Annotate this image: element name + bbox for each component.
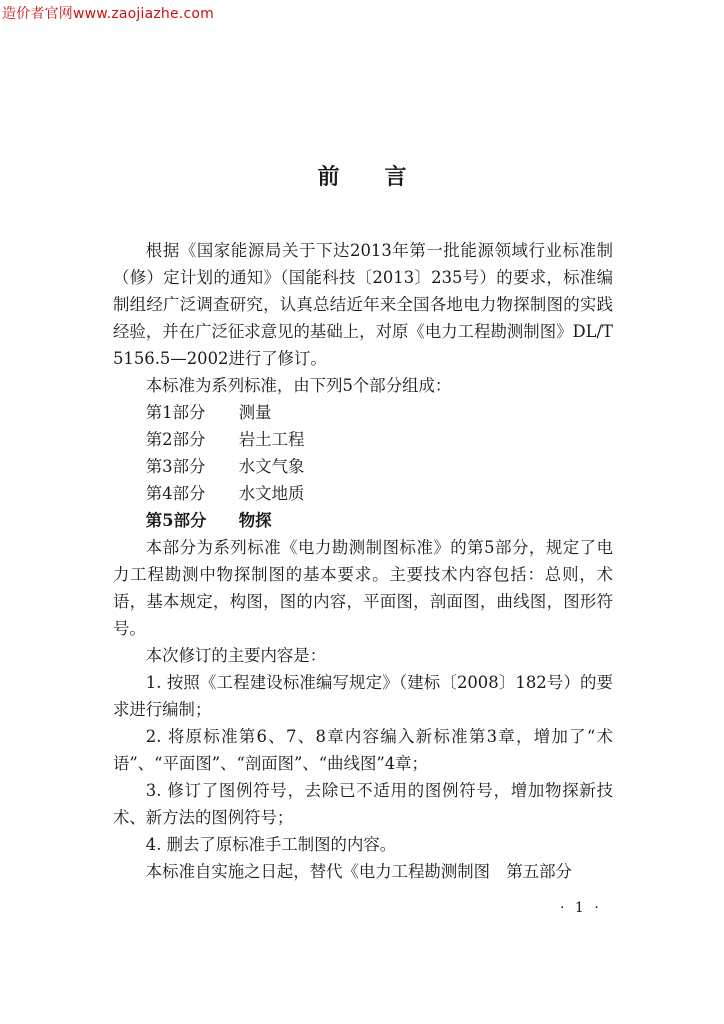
part-number: 第2部分: [145, 430, 206, 449]
page-title: 前言: [317, 164, 452, 190]
part-number: 第5部分: [145, 511, 207, 530]
paragraph: 1. 按照《工程建设标准编写规定》（建标〔2008〕182号）的要求进行编制；: [113, 673, 613, 719]
page-number: · 1 ·: [560, 900, 602, 916]
part-name: 水文地质: [238, 484, 305, 503]
paragraph: 本标准自实施之日起，替代《电力工程勘测制图 第五部分: [145, 862, 572, 881]
part-number: 第1部分: [145, 403, 206, 422]
part-name: 岩土工程: [238, 430, 305, 449]
part-number: 第3部分: [145, 457, 206, 476]
body-text: [113, 237, 613, 885]
part-item-4: [113, 480, 613, 507]
paragraph: 4. 删去了原标准手工制图的内容。: [145, 835, 397, 854]
part-item-1: [113, 399, 613, 426]
paragraph: 根据《国家能源局关于下达2013年第一批能源领域行业标准制（修）定计划的通知》（国能科技〔2013〕235号）的要求，标准编制组经广泛调查研究，认真总结近年来全国各地电力物探制图的实践经验，并在广泛征求意见的基础上，对原《电力工程勘测制图》DL/T 5156.5—2002进行了修订。: [113, 241, 613, 368]
part-name: 物探: [238, 511, 272, 530]
part-name: 水文气象: [238, 457, 305, 476]
part-item-2: [113, 426, 613, 453]
part-number: 第4部分: [145, 484, 206, 503]
part-name: 测量: [238, 403, 272, 422]
paragraph: 2. 将原标准第6、7、8章内容编入新标准第3章，增加了“术语”、“平面图”、“剖面图”、“曲线图”4章；: [113, 727, 613, 773]
part-item-5: [113, 507, 613, 534]
part-item-3: [113, 453, 613, 480]
paragraph: 本部分为系列标准《电力勘测制图标准》的第5部分，规定了电力工程勘测中物探制图的基本要求。主要技术内容包括：总则，术语，基本规定，构图，图的内容，平面图，剖面图，曲线图，图形符号。: [113, 538, 613, 638]
paragraph: 本标准为系列标准，由下列5个部分组成：: [145, 376, 452, 395]
watermark-text: 造价者官网www.zaojiazhe.com: [2, 6, 214, 22]
paragraph: 本次修订的主要内容是：: [145, 646, 327, 665]
paragraph: 3. 修订了图例符号，去除已不适用的图例符号，增加物探新技术、新方法的图例符号；: [113, 781, 613, 827]
